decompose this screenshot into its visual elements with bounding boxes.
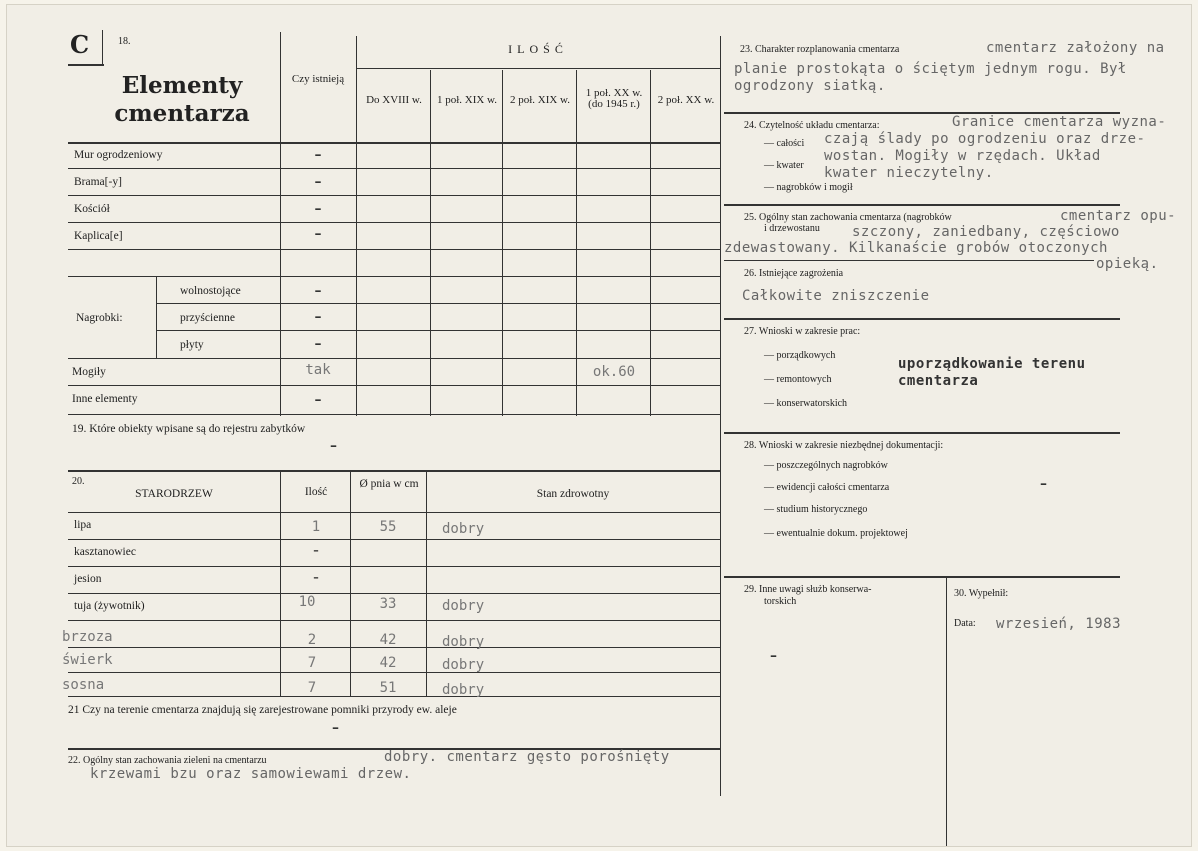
q29-top-line bbox=[724, 576, 1120, 578]
q27-item-1: — porządkowych bbox=[764, 350, 836, 361]
q30-date-label: Data: bbox=[954, 618, 976, 629]
tree-state: dobry bbox=[442, 521, 485, 537]
row-line bbox=[68, 168, 720, 169]
q23-answer-1: cmentarz założony na bbox=[986, 40, 1165, 56]
q23-label: 23. Charakter rozplanowania cmentarza bbox=[740, 44, 900, 55]
col-line-q1 bbox=[356, 36, 357, 416]
element-label: Mur ogrodzeniowy bbox=[74, 149, 163, 161]
q27-label: 27. Wnioski w zakresie prac: bbox=[744, 326, 861, 337]
period-header-1: Do XVIII w. bbox=[366, 94, 422, 106]
inventory-card bbox=[6, 4, 1192, 847]
trees-col-line bbox=[426, 470, 427, 696]
q28-item-3: — studium historycznego bbox=[764, 504, 868, 515]
q29-label-1: 29. Inne uwagi służb konserwa- bbox=[744, 584, 872, 595]
tree-name: lipa bbox=[74, 519, 92, 531]
q28-top-line bbox=[724, 432, 1120, 434]
inne-label: Inne elementy bbox=[72, 393, 138, 405]
trees-col-line bbox=[280, 470, 281, 696]
tree-name: świerk bbox=[62, 652, 113, 668]
form-number: 18. bbox=[118, 36, 131, 47]
row-line bbox=[156, 303, 720, 304]
q29-label-2: torskich bbox=[764, 596, 797, 607]
nagrobki-exists: – bbox=[314, 336, 322, 352]
tree-state: dobry bbox=[442, 682, 485, 698]
q22-label: 22. Ogólny stan zachowania zieleni na cmentarzu bbox=[68, 755, 267, 766]
q21-answer: – bbox=[332, 720, 339, 736]
q24-item-3: — nagrobków i mogił bbox=[764, 182, 853, 193]
row-line bbox=[68, 385, 720, 386]
col-line-q2 bbox=[430, 70, 431, 416]
period-header-2: 1 poł. XIX w. bbox=[436, 94, 498, 106]
tree-state: dobry bbox=[442, 634, 485, 650]
q28-label: 28. Wnioski w zakresie niezbędnej dokumentacji: bbox=[744, 440, 944, 451]
q25-answer-2: szczony, zaniedbany, częściowo bbox=[852, 224, 1120, 240]
q28-item-1: — poszczególnych nagrobków bbox=[764, 460, 888, 471]
mogily-label: Mogiły bbox=[72, 366, 106, 378]
q25-top-line bbox=[724, 204, 1120, 206]
tree-name: jesion bbox=[74, 573, 102, 585]
q29-q30-divider bbox=[946, 576, 947, 846]
q26-label: 26. Istniejące zagrożenia bbox=[744, 268, 844, 279]
tree-qty: 2 bbox=[307, 632, 317, 648]
nagrobki-type: wolnostojące bbox=[180, 285, 241, 297]
tree-name: kasztanowiec bbox=[74, 546, 136, 558]
col-line-q5 bbox=[650, 70, 651, 416]
q30-date-value: wrzesień, 1983 bbox=[996, 616, 1122, 632]
tree-qty: 1 bbox=[311, 519, 321, 535]
nagrobki-exists: – bbox=[314, 283, 322, 299]
col-line-q4 bbox=[576, 70, 577, 416]
tree-diam: 55 bbox=[379, 519, 397, 535]
trees-top-line bbox=[68, 470, 720, 472]
q25-answer-3: zdewastowany. Kilkanaście grobów otoczonych bbox=[724, 240, 1108, 256]
tree-diam: 33 bbox=[379, 596, 397, 612]
q24-answer-1: Granice cmentarza wyzna- bbox=[952, 114, 1167, 130]
tree-diam: 51 bbox=[379, 680, 397, 696]
nagrobki-divider bbox=[156, 276, 157, 358]
trees-header-qty: Ilość bbox=[304, 486, 328, 498]
page-title bbox=[92, 72, 272, 128]
mogily-quantity: ok.60 bbox=[592, 364, 636, 380]
quantity-header-line bbox=[356, 68, 720, 69]
period-header-4: 1 poł. XX w. (do 1945 r.) bbox=[585, 87, 643, 110]
trees-row-line bbox=[68, 672, 720, 673]
period-header-3: 2 poł. XIX w. bbox=[509, 94, 571, 106]
q22-answer-2: krzewami bzu oraz samowiewami drzew. bbox=[90, 766, 412, 782]
tree-qty: – bbox=[313, 544, 319, 557]
q26-answer: Całkowite zniszczenie bbox=[742, 288, 930, 304]
tree-name: sosna bbox=[62, 677, 105, 693]
trees-header-state: Stan zdrowotny bbox=[536, 488, 610, 500]
tree-state: dobry bbox=[442, 598, 485, 614]
q26-top-line bbox=[724, 260, 1094, 261]
tree-qty: 7 bbox=[307, 655, 317, 671]
q27-answer-2: cmentarza bbox=[898, 373, 979, 389]
q27-top-line bbox=[724, 318, 1120, 320]
box-divider bbox=[102, 30, 103, 66]
q28-item-4: — ewentualnie dokum. projektowej bbox=[764, 528, 908, 539]
nagrobki-type: płyty bbox=[180, 339, 204, 351]
q25-answer-1: cmentarz opu- bbox=[1060, 208, 1177, 224]
row-line bbox=[68, 195, 720, 196]
nagrobki-label: Nagrobki: bbox=[76, 312, 123, 324]
q24-answer-2: czają ślady po ogrodzeniu oraz drze- bbox=[824, 131, 1146, 147]
q19-label: 19. Które obiekty wpisane są do rejestru zabytków bbox=[72, 423, 306, 435]
nagrobki-exists: – bbox=[314, 309, 322, 325]
trees-row-line bbox=[68, 539, 720, 540]
tree-qty: 10 bbox=[298, 594, 316, 610]
q28-answer: – bbox=[1040, 476, 1047, 492]
tree-diam: 42 bbox=[379, 632, 397, 648]
tree-name: tuja (żywotnik) bbox=[74, 600, 145, 612]
quantity-header: ILOŚĆ bbox=[508, 42, 568, 56]
q28-item-2: — ewidencji całości cmentarza bbox=[764, 482, 890, 493]
tree-state: dobry bbox=[442, 657, 485, 673]
row-line bbox=[156, 330, 720, 331]
section-letter: C bbox=[70, 30, 90, 59]
element-label: Brama[-y] bbox=[74, 176, 122, 188]
q27-answer-1: uporządkowanie terenu bbox=[898, 356, 1086, 372]
q29-answer: – bbox=[770, 648, 777, 664]
exists-header: Czy istnieją bbox=[291, 73, 345, 85]
q25-answer-4: opieką. bbox=[1096, 256, 1159, 272]
title-line-2: cmentarza bbox=[114, 100, 250, 127]
q19-answer: – bbox=[330, 438, 337, 454]
q24-answer-4: kwater nieczytelny. bbox=[824, 165, 994, 181]
table-top-line bbox=[68, 142, 720, 144]
trees-row-line bbox=[68, 620, 720, 621]
trees-row-line bbox=[68, 566, 720, 567]
col-line-q3 bbox=[502, 70, 503, 416]
row-line bbox=[68, 249, 720, 250]
tree-qty: 7 bbox=[307, 680, 317, 696]
box-underline bbox=[68, 64, 104, 66]
trees-header-name: STARODRZEW bbox=[135, 488, 213, 500]
q24-answer-3: wostan. Mogiły w rzędach. Układ bbox=[824, 148, 1101, 164]
q24-item-2: — kwater bbox=[764, 160, 804, 171]
trees-head-line bbox=[68, 512, 720, 513]
tree-name: brzoza bbox=[62, 629, 113, 645]
element-exists: – bbox=[314, 201, 322, 217]
period-header-5: 2 poł. XX w. bbox=[657, 94, 715, 106]
element-label: Kaplica[e] bbox=[74, 230, 123, 242]
q23-answer-2: planie prostokąta o ściętym jednym rogu. Był bbox=[734, 61, 1127, 77]
q27-item-2: — remontowych bbox=[764, 374, 832, 385]
q25-label-1: 25. Ogólny stan zachowania cmentarza (nagrobków bbox=[744, 212, 952, 223]
q30-label: 30. Wypełnił: bbox=[954, 588, 1009, 599]
trees-col-line bbox=[350, 470, 351, 696]
inne-exists: – bbox=[314, 392, 322, 408]
title-line-1: Elementy bbox=[121, 72, 243, 99]
q21-label: 21 Czy na terenie cmentarza znajdują się zarejestrowane pomniki przyrody ew. aleje bbox=[68, 704, 457, 716]
nagrobki-type: przyścienne bbox=[180, 312, 235, 324]
element-exists: – bbox=[314, 226, 322, 242]
trees-bottom-line bbox=[68, 696, 720, 697]
section-letter-box bbox=[70, 30, 89, 59]
q27-item-3: — konserwatorskich bbox=[764, 398, 848, 409]
tree-qty: – bbox=[313, 571, 319, 584]
row-line bbox=[68, 358, 720, 359]
q24-label: 24. Czytelność układu cmentarza: bbox=[744, 120, 880, 131]
q23-answer-3: ogrodzony siatką. bbox=[734, 78, 886, 94]
row-line bbox=[68, 276, 720, 277]
q24-item-1: — całości bbox=[764, 138, 805, 149]
element-exists: – bbox=[314, 174, 322, 190]
q22-answer-1: dobry. cmentarz gęsto porośnięty bbox=[384, 749, 670, 765]
trees-row-line bbox=[68, 593, 720, 594]
element-exists: – bbox=[314, 147, 322, 163]
q25-label-2: i drzewostanu bbox=[764, 223, 820, 234]
mogily-exists: tak bbox=[305, 362, 331, 378]
element-label: Kościół bbox=[74, 203, 110, 215]
trees-header-diam: Ø pnia w cm bbox=[359, 478, 419, 490]
row-line bbox=[68, 222, 720, 223]
main-divider bbox=[720, 36, 721, 796]
trees-number: 20. bbox=[72, 476, 85, 487]
tree-diam: 42 bbox=[379, 655, 397, 671]
row-line bbox=[68, 414, 720, 415]
